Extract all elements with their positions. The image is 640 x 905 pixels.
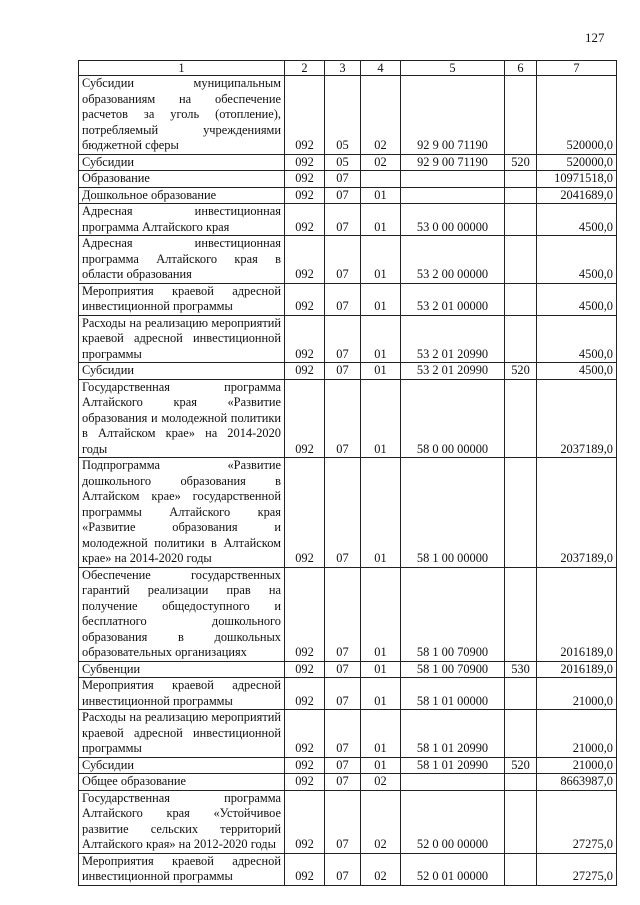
section-code: 07 bbox=[325, 187, 361, 204]
ministry-code: 092 bbox=[285, 187, 325, 204]
budget-item-name: Адресная инвестиционная программа Алтайского края в области образования bbox=[79, 236, 285, 284]
subsection-code: 01 bbox=[361, 661, 401, 678]
ministry-code: 092 bbox=[285, 363, 325, 380]
amount: 4500,0 bbox=[537, 283, 617, 315]
table-row bbox=[79, 315, 617, 363]
target-article-code: 53 2 00 00000 bbox=[401, 236, 505, 284]
section-code: 07 bbox=[325, 757, 361, 774]
expense-type-code bbox=[505, 171, 537, 188]
section-code: 07 bbox=[325, 567, 361, 661]
subsection-code: 01 bbox=[361, 757, 401, 774]
target-article-code: 53 2 01 20990 bbox=[401, 315, 505, 363]
budget-item-name: Адресная инвестиционная программа Алтайского края bbox=[79, 204, 285, 236]
budget-item-name: Государственная программа Алтайского края «Развитие образования и молодежной политики в Алтайском крае» на 2014-2020 годы bbox=[79, 379, 285, 458]
table-row bbox=[79, 661, 617, 678]
target-article-code bbox=[401, 774, 505, 791]
section-code: 07 bbox=[325, 236, 361, 284]
ministry-code: 092 bbox=[285, 661, 325, 678]
column-header: 1 bbox=[79, 61, 285, 76]
budget-item-name: Субсидии bbox=[79, 154, 285, 171]
table-row bbox=[79, 774, 617, 791]
budget-item-name: Мероприятия краевой адресной инвестиционной программы bbox=[79, 853, 285, 885]
subsection-code: 02 bbox=[361, 76, 401, 155]
ministry-code: 092 bbox=[285, 204, 325, 236]
amount: 8663987,0 bbox=[537, 774, 617, 791]
table-row bbox=[79, 187, 617, 204]
expense-type-code: 520 bbox=[505, 363, 537, 380]
subsection-code: 02 bbox=[361, 774, 401, 791]
budget-table bbox=[78, 60, 617, 886]
subsection-code: 02 bbox=[361, 853, 401, 885]
ministry-code: 092 bbox=[285, 154, 325, 171]
amount: 2041689,0 bbox=[537, 187, 617, 204]
target-article-code: 53 2 01 00000 bbox=[401, 283, 505, 315]
budget-item-name: Обеспечение государственных гарантий реализации прав на получение общедоступного и бесплатного дошкольного образования в дошкольных образовательных организациях bbox=[79, 567, 285, 661]
table-row bbox=[79, 567, 617, 661]
ministry-code: 092 bbox=[285, 774, 325, 791]
target-article-code bbox=[401, 187, 505, 204]
amount: 2016189,0 bbox=[537, 567, 617, 661]
budget-item-name: Расходы на реализацию мероприятий краевой адресной инвестиционной программы bbox=[79, 315, 285, 363]
subsection-code: 01 bbox=[361, 710, 401, 758]
target-article-code: 58 1 01 00000 bbox=[401, 678, 505, 710]
expense-type-code bbox=[505, 567, 537, 661]
subsection-code bbox=[361, 171, 401, 188]
expense-type-code: 530 bbox=[505, 661, 537, 678]
column-header: 4 bbox=[361, 61, 401, 76]
target-article-code: 52 0 01 00000 bbox=[401, 853, 505, 885]
expense-type-code bbox=[505, 283, 537, 315]
section-code: 05 bbox=[325, 76, 361, 155]
amount: 10971518,0 bbox=[537, 171, 617, 188]
expense-type-code bbox=[505, 458, 537, 568]
subsection-code: 01 bbox=[361, 379, 401, 458]
column-header: 7 bbox=[537, 61, 617, 76]
budget-item-name: Субсидии bbox=[79, 757, 285, 774]
table-body bbox=[79, 76, 617, 886]
column-header: 5 bbox=[401, 61, 505, 76]
section-code: 07 bbox=[325, 790, 361, 853]
table-row bbox=[79, 236, 617, 284]
expense-type-code bbox=[505, 678, 537, 710]
table-row bbox=[79, 853, 617, 885]
subsection-code: 01 bbox=[361, 363, 401, 380]
budget-item-name: Субсидии bbox=[79, 363, 285, 380]
target-article-code: 58 1 00 00000 bbox=[401, 458, 505, 568]
section-code: 07 bbox=[325, 379, 361, 458]
section-code: 07 bbox=[325, 283, 361, 315]
section-code: 07 bbox=[325, 853, 361, 885]
subsection-code: 01 bbox=[361, 236, 401, 284]
table-row bbox=[79, 458, 617, 568]
target-article-code: 58 1 00 70900 bbox=[401, 567, 505, 661]
amount: 27275,0 bbox=[537, 790, 617, 853]
expense-type-code bbox=[505, 853, 537, 885]
table-row bbox=[79, 154, 617, 171]
expense-type-code bbox=[505, 204, 537, 236]
ministry-code: 092 bbox=[285, 678, 325, 710]
subsection-code: 01 bbox=[361, 187, 401, 204]
expense-type-code bbox=[505, 774, 537, 791]
expense-type-code bbox=[505, 187, 537, 204]
ministry-code: 092 bbox=[285, 853, 325, 885]
section-code: 07 bbox=[325, 710, 361, 758]
expense-type-code: 520 bbox=[505, 154, 537, 171]
expense-type-code bbox=[505, 710, 537, 758]
column-header: 2 bbox=[285, 61, 325, 76]
ministry-code: 092 bbox=[285, 458, 325, 568]
amount: 21000,0 bbox=[537, 710, 617, 758]
budget-item-name: Дошкольное образование bbox=[79, 187, 285, 204]
subsection-code: 02 bbox=[361, 154, 401, 171]
ministry-code: 092 bbox=[285, 236, 325, 284]
section-code: 05 bbox=[325, 154, 361, 171]
budget-item-name: Подпрограмма «Развитие дошкольного образования в Алтайском крае» государственной программы Алтайского края «Развитие образования и молодежной политики в Алтайском крае» на 2014-2020 годы bbox=[79, 458, 285, 568]
expense-type-code: 520 bbox=[505, 757, 537, 774]
section-code: 07 bbox=[325, 661, 361, 678]
ministry-code: 092 bbox=[285, 757, 325, 774]
subsection-code: 01 bbox=[361, 204, 401, 236]
table-row bbox=[79, 363, 617, 380]
amount: 27275,0 bbox=[537, 853, 617, 885]
page-number: 127 bbox=[585, 30, 605, 45]
amount: 4500,0 bbox=[537, 315, 617, 363]
target-article-code: 58 1 01 20990 bbox=[401, 710, 505, 758]
ministry-code: 092 bbox=[285, 379, 325, 458]
budget-item-name: Образование bbox=[79, 171, 285, 188]
subsection-code: 01 bbox=[361, 283, 401, 315]
ministry-code: 092 bbox=[285, 76, 325, 155]
target-article-code: 53 0 00 00000 bbox=[401, 204, 505, 236]
amount: 2037189,0 bbox=[537, 379, 617, 458]
budget-item-name: Мероприятия краевой адресной инвестиционной программы bbox=[79, 678, 285, 710]
budget-item-name: Мероприятия краевой адресной инвестиционной программы bbox=[79, 283, 285, 315]
ministry-code: 092 bbox=[285, 315, 325, 363]
ministry-code: 092 bbox=[285, 171, 325, 188]
budget-item-name: Субвенции bbox=[79, 661, 285, 678]
expense-type-code bbox=[505, 315, 537, 363]
target-article-code: 53 2 01 20990 bbox=[401, 363, 505, 380]
section-code: 07 bbox=[325, 363, 361, 380]
amount: 2037189,0 bbox=[537, 458, 617, 568]
subsection-code: 01 bbox=[361, 458, 401, 568]
subsection-code: 01 bbox=[361, 678, 401, 710]
budget-item-name: Государственная программа Алтайского края «Устойчивое развитие сельских территорий Алтайского края» на 2012-2020 годы bbox=[79, 790, 285, 853]
section-code: 07 bbox=[325, 204, 361, 236]
section-code: 07 bbox=[325, 678, 361, 710]
expense-type-code bbox=[505, 236, 537, 284]
expense-type-code bbox=[505, 76, 537, 155]
target-article-code: 52 0 00 00000 bbox=[401, 790, 505, 853]
table-header-row bbox=[79, 61, 617, 76]
amount: 520000,0 bbox=[537, 154, 617, 171]
table-row bbox=[79, 710, 617, 758]
ministry-code: 092 bbox=[285, 790, 325, 853]
amount: 21000,0 bbox=[537, 757, 617, 774]
table-row bbox=[79, 171, 617, 188]
table-row bbox=[79, 757, 617, 774]
target-article-code: 92 9 00 71190 bbox=[401, 154, 505, 171]
subsection-code: 01 bbox=[361, 315, 401, 363]
section-code: 07 bbox=[325, 315, 361, 363]
target-article-code: 92 9 00 71190 bbox=[401, 76, 505, 155]
ministry-code: 092 bbox=[285, 567, 325, 661]
subsection-code: 01 bbox=[361, 567, 401, 661]
target-article-code: 58 0 00 00000 bbox=[401, 379, 505, 458]
table-row bbox=[79, 283, 617, 315]
target-article-code: 58 1 01 20990 bbox=[401, 757, 505, 774]
budget-item-name: Субсидии муниципальным образованиям на обеспечение расчетов за уголь (отопление), потребляемый учреждениями бюджетной сферы bbox=[79, 76, 285, 155]
amount: 4500,0 bbox=[537, 204, 617, 236]
target-article-code bbox=[401, 171, 505, 188]
table-row bbox=[79, 678, 617, 710]
amount: 21000,0 bbox=[537, 678, 617, 710]
section-code: 07 bbox=[325, 458, 361, 568]
amount: 520000,0 bbox=[537, 76, 617, 155]
column-header: 3 bbox=[325, 61, 361, 76]
table-row bbox=[79, 790, 617, 853]
budget-item-name: Общее образование bbox=[79, 774, 285, 791]
budget-item-name: Расходы на реализацию мероприятий краевой адресной инвестиционной программы bbox=[79, 710, 285, 758]
amount: 4500,0 bbox=[537, 363, 617, 380]
amount: 2016189,0 bbox=[537, 661, 617, 678]
amount: 4500,0 bbox=[537, 236, 617, 284]
target-article-code: 58 1 00 70900 bbox=[401, 661, 505, 678]
table-row bbox=[79, 379, 617, 458]
table-row bbox=[79, 76, 617, 155]
expense-type-code bbox=[505, 790, 537, 853]
ministry-code: 092 bbox=[285, 710, 325, 758]
table-row bbox=[79, 204, 617, 236]
subsection-code: 02 bbox=[361, 790, 401, 853]
column-header: 6 bbox=[505, 61, 537, 76]
expense-type-code bbox=[505, 379, 537, 458]
section-code: 07 bbox=[325, 171, 361, 188]
ministry-code: 092 bbox=[285, 283, 325, 315]
section-code: 07 bbox=[325, 774, 361, 791]
